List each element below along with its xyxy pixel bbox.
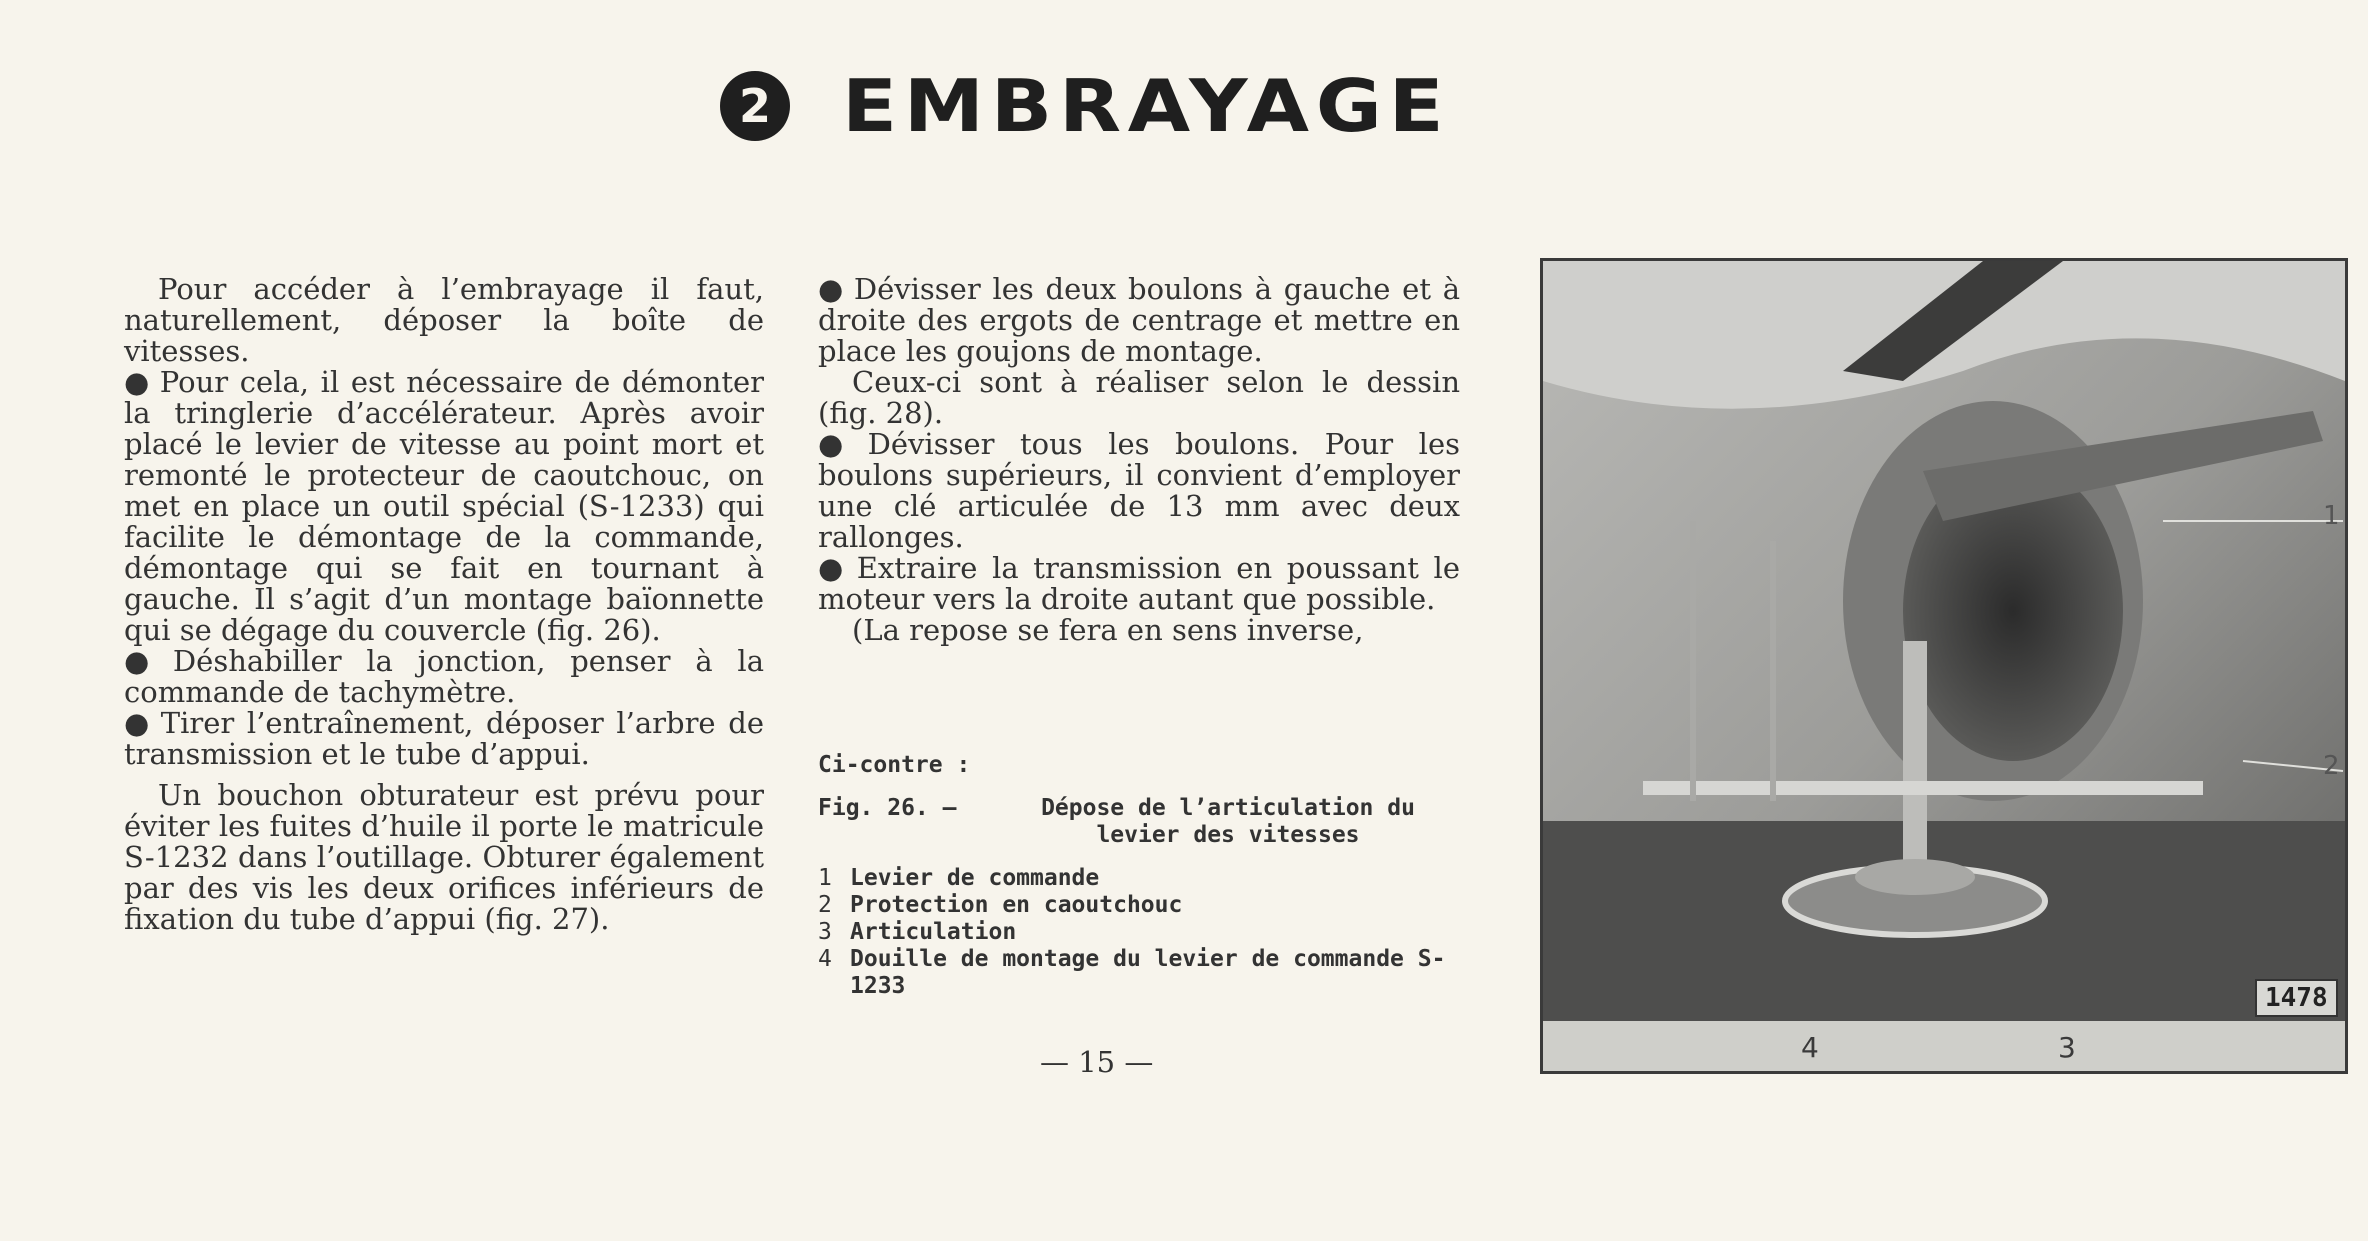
paragraph-text: Pour cela, il est nécessaire de démonter la tringlerie d’accélérateur. Après avoir placé le levier de vitesse au point mort et remonté le protecteur de caoutchouc, on met en place un outil spécial (S-1233) qui facilite le démontage de la commande, démontage qui se fait en tournant à gauche. Il s’agit d’un montage baïonnette qui se dégage du couvercle (fig. 26). [124, 365, 764, 647]
paragraph [124, 367, 764, 646]
photo-number: 1478 [2255, 979, 2338, 1017]
legend-item [818, 865, 1458, 892]
legend-number: 3 [818, 919, 832, 945]
legend-number: 2 [818, 892, 832, 918]
paragraph [818, 553, 1460, 615]
bullet-icon: ● [124, 365, 152, 399]
callout-1: 1 [2323, 501, 2340, 531]
paragraph: Ceux-ci sont à réaliser selon le dessin (fig. 28). [818, 365, 1460, 430]
bullet-icon: ● [818, 272, 846, 306]
callout-2: 2 [2323, 751, 2340, 781]
bullet-icon: ● [818, 427, 860, 461]
section-title: EMBRAYAGE [842, 64, 1451, 148]
text-column-right [818, 274, 1460, 646]
bullet-icon: ● [818, 551, 849, 585]
paragraph-text: Dévisser tous les boulons. Pour les boulons supérieurs, il convient d’employer une clé articulée de 13 mm avec deux rallonges. [818, 427, 1460, 554]
paragraph: Un bouchon obturateur est prévu pour éviter les fuites d’huile il porte le matricule S-1232 dans l’outillage. Obturer également par des vis les deux orifices inférieurs de fixation du tube d’appui (fig. 27). [124, 778, 764, 936]
section-heading [720, 62, 1451, 150]
section-number-badge: 2 [720, 71, 790, 141]
legend-text: Protection en caoutchouc [850, 892, 1183, 918]
legend-item [818, 892, 1458, 919]
page-number: — 15 — [1040, 1045, 1154, 1079]
legend-item [818, 946, 1458, 1000]
paragraph [818, 274, 1460, 367]
paragraph-text: Tirer l’entraînement, déposer l’arbre de transmission et le tube d’appui. [124, 706, 764, 771]
paragraph-text: Dévisser les deux boulons à gauche et à droite des ergots de centrage et mettre en place les goujons de montage. [818, 272, 1461, 368]
callout-3: 3 [2058, 1031, 2076, 1064]
legend-number: 4 [818, 946, 832, 972]
paragraph-text: Extraire la transmission en poussant le moteur vers la droite autant que possible. [818, 551, 1460, 616]
caption-figure-label: Fig. 26. — [818, 795, 957, 821]
paragraph-text: Déshabiller la jonction, penser à la commande de tachymètre. [124, 644, 764, 709]
callout-4: 4 [1801, 1031, 1819, 1064]
paragraph [124, 708, 764, 770]
caption-legend [818, 865, 1458, 1000]
paragraph: (La repose se fera en sens inverse, [852, 613, 1364, 647]
legend-number: 1 [818, 865, 832, 891]
legend-text: Articulation [850, 919, 1017, 945]
photo-illustration [1543, 261, 2345, 1071]
legend-item [818, 919, 1458, 946]
paragraph: Pour accéder à l’embrayage il faut, naturellement, déposer la boîte de vitesses. [124, 272, 764, 368]
figure-caption [818, 752, 1458, 1000]
paragraph [124, 646, 764, 708]
text-column-left [124, 274, 764, 935]
caption-intro: Ci-contre : [818, 752, 971, 778]
caption-figure-text: Dépose de l’articulation du levier des vitesses [1041, 795, 1415, 848]
caption-figure-line [818, 795, 1458, 849]
paragraph [818, 429, 1460, 553]
bullet-icon: ● [124, 706, 153, 740]
legend-text: Douille de montage du levier de commande S-1233 [850, 946, 1446, 999]
legend-text: Levier de commande [850, 865, 1100, 891]
bullet-icon: ● [124, 644, 165, 678]
figure-photo [1540, 258, 2348, 1074]
